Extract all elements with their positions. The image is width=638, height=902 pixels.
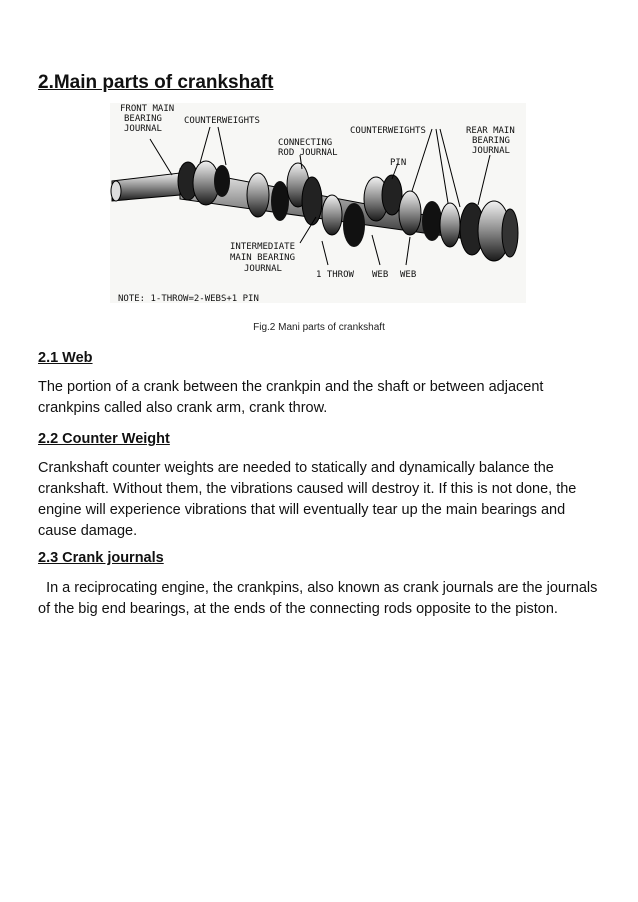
label-web-2: WEB <box>400 270 417 280</box>
section-text-counter-weight: Crankshaft counter weights are needed to statically and dynamically balance the crankshaft. Without them, the vibrations caused will destroy it. If this is not done, the engine will experience vibrations that will eventually tear up the main bearings and cause damage. <box>38 460 577 539</box>
crankshaft-diagram <box>110 103 526 303</box>
label-web-1: WEB <box>372 270 389 280</box>
label-connecting-rod-journal: CONNECTING ROD JOURNAL <box>278 138 338 158</box>
section-text-web: The portion of a crank between the crankpin and the shaft or between adjacent crankpins called also crank arm, crank throw. <box>38 379 544 416</box>
label-rear-main: REAR MAIN BEARING JOURNAL <box>466 126 515 156</box>
label-front-main: FRONT MAIN BEARING JOURNAL <box>120 104 175 134</box>
section-heading-crank-journals: 2.3 Crank journals <box>38 550 164 566</box>
figure-caption: Fig.2 Mani parts of crankshaft <box>253 322 385 333</box>
label-one-throw: 1 THROW <box>316 270 354 280</box>
section-text-crank-journals: In a reciprocating engine, the crankpins, also known as crank journals are the journals of the big end bearings, at the ends of the connecting rods opposite to the piston. <box>38 580 602 617</box>
figure-note: NOTE: 1-THROW=2-WEBS+1 PIN <box>118 294 259 303</box>
label-pin: PIN <box>390 158 407 168</box>
page-heading: 2.Main parts of crankshaft <box>38 72 274 93</box>
crankshaft-figure <box>110 103 526 303</box>
label-intermediate-main: INTERMEDIATE MAIN BEARING JOURNAL <box>230 242 296 274</box>
label-counterweights-right: COUNTERWEIGHTS <box>350 126 426 136</box>
section-heading-counter-weight: 2.2 Counter Weight <box>38 431 170 447</box>
section-heading-web: 2.1 Web <box>38 350 93 366</box>
label-counterweights-left: COUNTERWEIGHTS <box>184 116 260 126</box>
